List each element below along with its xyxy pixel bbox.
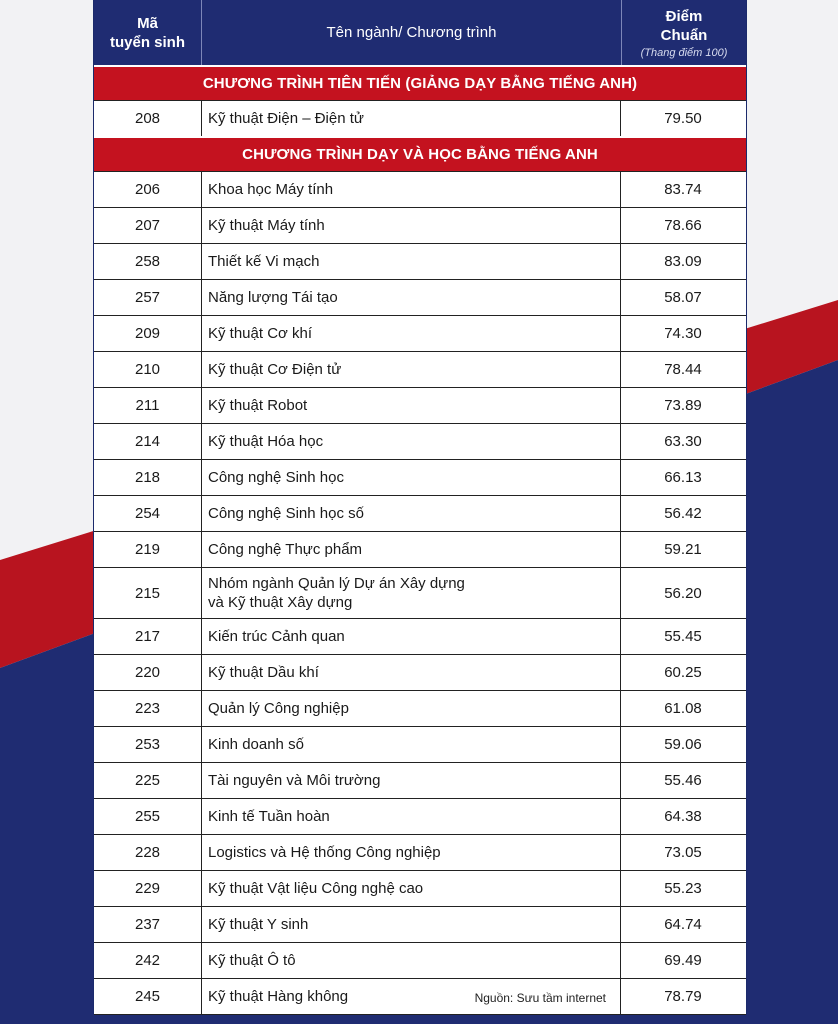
row-name: Kỹ thuật Hóa học	[202, 424, 621, 459]
row-score: 73.05	[664, 844, 702, 861]
row-code: 220	[94, 655, 202, 690]
row-score: 66.13	[664, 469, 702, 486]
row-name: Tài nguyên và Môi trường	[202, 763, 621, 798]
header-score	[622, 0, 746, 65]
table-row	[94, 459, 746, 495]
table-row	[94, 798, 746, 834]
row-code: 257	[94, 280, 202, 315]
table-row	[94, 906, 746, 942]
table-row	[94, 351, 746, 387]
header-score-scale: (Thang điểm 100)	[640, 46, 728, 59]
table-header	[94, 0, 746, 65]
table-row	[94, 834, 746, 870]
table-row	[94, 726, 746, 762]
row-score: 64.74	[664, 916, 702, 933]
row-name: Kinh doanh số	[202, 727, 621, 762]
table-row	[94, 942, 746, 978]
row-code: 207	[94, 208, 202, 243]
table-row	[94, 762, 746, 798]
header-name-label: Tên ngành/ Chương trình	[326, 24, 497, 41]
row-score: 78.44	[664, 361, 702, 378]
row-name-line1: Nhóm ngành Quản lý Dự án Xây dựng	[208, 575, 465, 592]
row-name: Quản lý Công nghiệp	[202, 691, 621, 726]
row-score: 55.45	[664, 628, 702, 645]
row-code: 208	[94, 101, 202, 136]
row-score: 83.09	[664, 253, 702, 270]
header-name	[202, 0, 622, 65]
row-score: 79.50	[664, 110, 702, 127]
section-title-english: CHƯƠNG TRÌNH DẠY VÀ HỌC BẰNG TIẾNG ANH	[94, 136, 746, 171]
row-score: 78.66	[664, 217, 702, 234]
table-row	[94, 100, 746, 136]
table-row	[94, 207, 746, 243]
row-code: 258	[94, 244, 202, 279]
row-name: Công nghệ Sinh học số	[202, 496, 621, 531]
row-name	[202, 568, 621, 618]
row-name-text: Kỹ thuật Hàng không	[208, 988, 349, 1005]
section-title-advanced: CHƯƠNG TRÌNH TIÊN TIẾN (GIẢNG DẠY BẰNG TIẾNG ANH)	[94, 65, 746, 100]
row-code: 223	[94, 691, 202, 726]
table-row	[94, 171, 746, 207]
row-score: 59.06	[664, 736, 702, 753]
row-code: 206	[94, 172, 202, 207]
row-score: 56.42	[664, 505, 702, 522]
row-score: 59.21	[664, 541, 702, 558]
table-row	[94, 531, 746, 567]
source-note: Nguồn: Sưu tầm internet	[474, 991, 606, 1005]
row-score: 58.07	[664, 289, 702, 306]
header-score-line1: Điểm	[665, 7, 703, 25]
row-name: Kiến trúc Cảnh quan	[202, 619, 621, 654]
row-code: 237	[94, 907, 202, 942]
row-code: 209	[94, 316, 202, 351]
row-code: 211	[94, 388, 202, 423]
row-score: 63.30	[664, 433, 702, 450]
row-name: Kỹ thuật Cơ khí	[202, 316, 621, 351]
row-name-line2: và Kỹ thuật Xây dựng	[208, 594, 353, 611]
row-name: Kỹ thuật Vật liệu Công nghệ cao	[202, 871, 621, 906]
table-row	[94, 870, 746, 906]
row-score: 55.46	[664, 772, 702, 789]
row-score: 60.25	[664, 664, 702, 681]
header-code-line1: Mã	[137, 14, 158, 32]
row-name: Kỹ thuật Robot	[202, 388, 621, 423]
table-row	[94, 423, 746, 459]
table-row	[94, 618, 746, 654]
row-name: Kỹ thuật Điện – Điện tử	[202, 101, 621, 136]
row-score: 64.38	[664, 808, 702, 825]
header-score-line2: Chuẩn	[660, 26, 708, 44]
table-row	[94, 978, 746, 1015]
row-name	[202, 979, 621, 1014]
table-row	[94, 279, 746, 315]
row-code: 245	[94, 979, 202, 1014]
table-row	[94, 495, 746, 531]
table-row	[94, 387, 746, 423]
row-code: 254	[94, 496, 202, 531]
table-row	[94, 243, 746, 279]
row-score: 78.79	[664, 988, 702, 1005]
row-score: 69.49	[664, 952, 702, 969]
row-score: 55.23	[664, 880, 702, 897]
table-row	[94, 690, 746, 726]
row-code: 242	[94, 943, 202, 978]
row-score: 74.30	[664, 325, 702, 342]
row-name: Khoa học Máy tính	[202, 172, 621, 207]
row-name: Kỹ thuật Y sinh	[202, 907, 621, 942]
row-score: 73.89	[664, 397, 702, 414]
table-row	[94, 567, 746, 618]
row-code: 255	[94, 799, 202, 834]
row-name: Kỹ thuật Cơ Điện tử	[202, 352, 621, 387]
table-row	[94, 654, 746, 690]
header-code	[94, 0, 202, 65]
row-name: Kỹ thuật Máy tính	[202, 208, 621, 243]
table-row	[94, 315, 746, 351]
row-name: Thiết kế Vi mạch	[202, 244, 621, 279]
row-code: 229	[94, 871, 202, 906]
row-code: 214	[94, 424, 202, 459]
admission-score-table	[93, 0, 747, 1015]
row-name: Năng lượng Tái tạo	[202, 280, 621, 315]
row-name: Công nghệ Sinh học	[202, 460, 621, 495]
row-code: 210	[94, 352, 202, 387]
row-code: 253	[94, 727, 202, 762]
row-name: Kinh tế Tuần hoàn	[202, 799, 621, 834]
row-code: 228	[94, 835, 202, 870]
row-name: Kỹ thuật Ô tô	[202, 943, 621, 978]
row-code: 219	[94, 532, 202, 567]
row-score: 61.08	[664, 700, 702, 717]
row-name: Logistics và Hệ thống Công nghiệp	[202, 835, 621, 870]
row-score: 56.20	[664, 584, 702, 602]
row-code: 217	[94, 619, 202, 654]
row-name: Công nghệ Thực phẩm	[202, 532, 621, 567]
row-name: Kỹ thuật Dầu khí	[202, 655, 621, 690]
row-score: 83.74	[664, 181, 702, 198]
row-code: 218	[94, 460, 202, 495]
header-code-line2: tuyển sinh	[109, 33, 185, 51]
row-code: 225	[94, 763, 202, 798]
row-code: 215	[94, 568, 202, 618]
